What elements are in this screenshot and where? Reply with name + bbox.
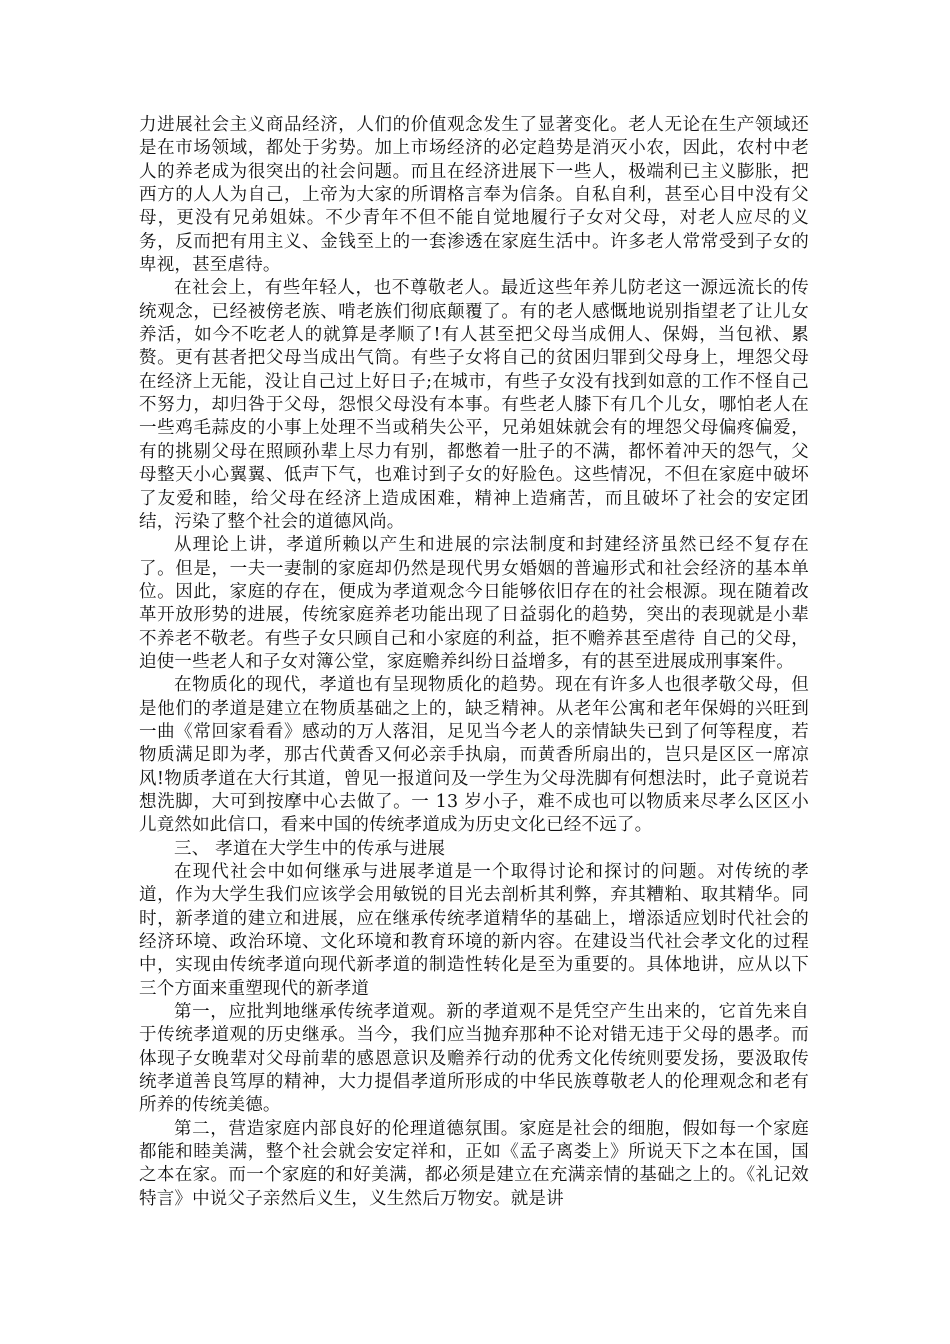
paragraph-5: 在现代社会中如何继承与进展孝道是一个取得讨论和探讨的问题。对传统的孝道，作为大学生我们应该学会用敏锐的目光去剖析其利弊，弃其糟粕、取其精华。同时，新孝道的建立和进展，应在继承传统孝道精华的基础上，增添适应划时代社会的经济环境、政治环境、文化环境和教育环境的新内容。在建设当代社会孝文化的过程中，实现由传统孝道向现代新孝道的制造性转化是至为重要的。具体地讲，应从以下三个方面来重塑现代的新孝道 [139,862,809,999]
document-page [139,114,809,1211]
paragraph-4: 在物质化的现代，孝道也有呈现物质化的趋势。现在有许多人也很孝敬父母，但是他们的孝道是建立在物质基础之上的，缺乏精神。从老年公寓和老年保姆的兴旺到一曲《常回家看看》感动的万人落泪，足见当今老人的亲情缺失已到了何等程度，若物质满足即为孝，那古代黄香又何必亲手执扇，而黄香所扇出的，岂只是区区一席凉风!物质孝道在大行其道，曾见一报道问及一学生为父母洗脚有何想法时，此子竟说若想洗脚，大可到按摩中心去做了。一 13 岁小子，难不成也可以物质来尽孝么区区小儿竟然如此信口，看来中国的传统孝道成为历史文化已经不远了。 [139,675,809,836]
paragraph-2: 在社会上，有些年轻人，也不尊敬老人。最近这些年养儿防老这一源远流长的传统观念，已经被傍老族、啃老族们彻底颠覆了。有的老人感慨地说别指望老了让儿女养活，如今不吃老人的就算是孝顺了!有人甚至把父母当成佣人、保姆，当包袱、累赘。更有甚者把父母当成出气筒。有些子女将自己的贫困归罪到父母身上，埋怨父母在经济上无能，没让自己过上好日子;在城市，有些子女没有找到如意的工作不怪自己不努力，却归咎于父母，怨恨父母没有本事。有些老人膝下有几个儿女，哪怕老人在一些鸡毛蒜皮的小事上处理不当或稍失公平，兄弟姐妹就会有的埋怨父母偏疼偏爱，有的挑剔父母在照顾孙辈上尽力有别，都憋着一肚子的不满，都怀着冲天的怨气，父母整天小心翼翼、低声下气，也难讨到子女的好脸色。这些情况，不但在家庭中破坏了友爱和睦，给父母在经济上造成困难，精神上造痛苦，而且破坏了社会的安定团结，污染了整个社会的道德风尚。 [139,278,809,532]
paragraph-7: 第二，营造家庭内部良好的伦理道德氛围。家庭是社会的细胞，假如每一个家庭都能和睦美满，整个社会就会安定祥和，正如《孟子离娄上》所说天下之本在国，国之本在家。而一个家庭的和好美满，都必须是建立在充满亲情的基础之上的。《礼记效特言》中说父子亲然后义生，义生然后万物安。就是讲 [139,1118,809,1209]
paragraph-3: 从理论上讲，孝道所赖以产生和进展的宗法制度和封建经济虽然已经不复存在了。但是，一夫一妻制的家庭却仍然是现代男女婚姻的普遍形式和社会经济的基本单位。因此，家庭的存在，便成为孝道观念今日能够依旧存在的社会根源。现在随着改革开放形势的进展，传统家庭养老功能出现了日益弱化的趋势，突出的表现就是小辈不养老不敬老。有些子女只顾自己和小家庭的利益，拒不赡养甚至虐待 自己的父母，迫使一些老人和子女对簿公堂，家庭赡养纠纷日益增多，有的甚至进展成刑事案件。 [139,535,809,672]
paragraph-1: 力进展社会主义商品经济，人们的价值观念发生了显著变化。老人无论在生产领域还是在市场领域，都处于劣势。加上市场经济的必定趋势是消灭小农，因此，农村中老人的养老成为很突出的社会问题。而且在经济进展下一些人，极端利已主义膨胀，把西方的人人为自己，上帝为大家的所谓格言奉为信条。自私自利，甚至心目中没有父母，更没有兄弟姐妹。不少青年不但不能自觉地履行子女对父母，对老人应尽的义务，反而把有用主义、金钱至上的一套渗透在家庭生活中。许多老人常常受到子女的卑视，甚至虐待。 [139,115,809,276]
paragraph-6: 第一，应批判地继承传统孝道观。新的孝道观不是凭空产生出来的，它首先来自于传统孝道观的历史继承。当今，我们应当抛弃那种不论对错无违于父母的愚孝。而体现子女晚辈对父母前辈的感恩意识及赡养行动的优秀文化传统则要发扬，要汲取传统孝道善良笃厚的精神，大力提倡孝道所形成的中华民族尊敬老人的伦理观念和老有所养的传统美德。 [139,1002,809,1116]
section-heading: 三、 孝道在大学生中的传承与进展 [174,838,446,859]
